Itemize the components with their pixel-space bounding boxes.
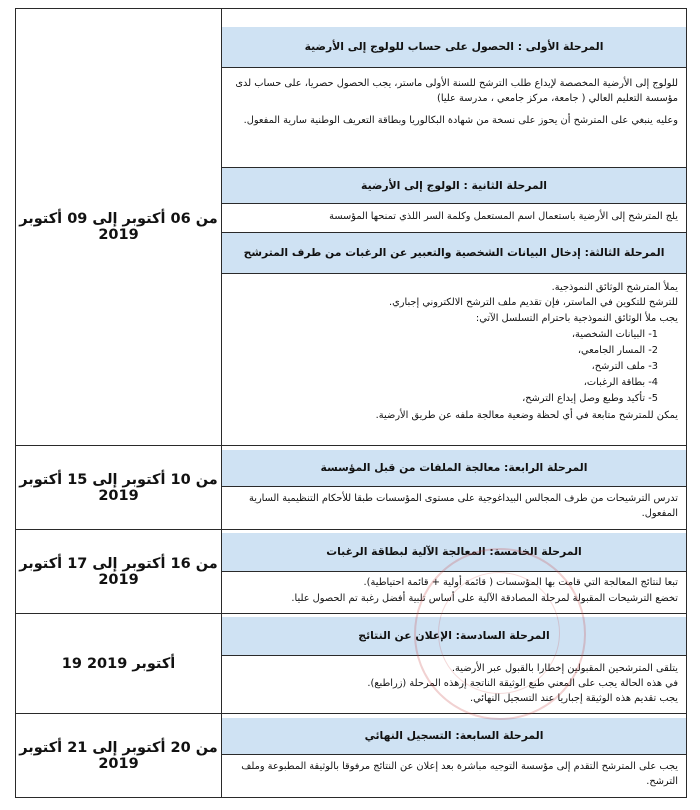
stage-2-title: المرحلة الثانية : الولوج إلى الأرضية (222, 168, 686, 204)
stage-7-title: المرحلة السابعة: التسجيل النهائي (222, 718, 686, 755)
stage-5-body (222, 572, 686, 609)
stage-3-list (228, 327, 678, 407)
list-item: 3- ملف الترشح، (591, 361, 658, 373)
list-item: 2- المسار الجامعي، (577, 344, 658, 356)
stages-cell (222, 714, 687, 798)
list-item: 1- البيانات الشخصية، (571, 328, 658, 340)
date-cell: من 06 أكتوبر إلى 09 أكتوبر 2019 (16, 9, 222, 446)
stages-cell (222, 530, 687, 614)
schedule-row-3 (16, 530, 687, 614)
date-cell: من 10 أكتوبر إلى 15 أكتوبر 2019 (16, 446, 222, 530)
stage-4-body (222, 487, 686, 525)
list-item: 5- تأكيد وطبع وصل إيداع الترشح، (522, 393, 658, 405)
stage-6-paragraph: يجب تقديم هذه الوثيقة إجباريا عند التسجيل النهائي. (469, 693, 678, 705)
date-cell: من 16 أكتوبر إلى 17 أكتوبر 2019 (16, 530, 222, 614)
stage-5-title: المرحلة الخامسة: المعالجة الآلية لبطاقة الرغبات (222, 533, 686, 572)
schedule-row-2 (16, 446, 687, 530)
stage-2-paragraph: يلج المترشح إلى الأرضية باستعمال اسم المستعمل وكلمة السر اللذي تمنحها المؤسسة (329, 211, 678, 223)
schedule-row-5 (16, 714, 687, 798)
stage-6-paragraph: يتلقى المترشحين المقبولين إخطارا بالقبول عبر الأرضية. (451, 662, 678, 674)
stage-3-body (222, 274, 686, 427)
stage-2-body (222, 204, 686, 233)
schedule-row-1 (16, 9, 687, 446)
stage-6-paragraph: في هذه الحالة يجب على المعني طبع الوثيقة الناتجة إرهذه المرحلة (زراطبع). (367, 677, 678, 689)
stage-3-title: المرحلة الثالثة: إدخال البيانات الشخصية والتعبير عن الرغبات من طرف المترشح (222, 233, 686, 274)
stages-cell (222, 614, 687, 714)
schedule-table (15, 8, 687, 798)
stage-6-title: المرحلة السادسة: الإعلان عن النتائج (222, 617, 686, 656)
date-cell: من 20 أكتوبر إلى 21 أكتوبر 2019 (16, 714, 222, 798)
stage-3-intro: للترشح للتكوين في الماستر، فإن تقديم ملف الترشح الالكتروني إجباري. (388, 297, 678, 309)
stage-3-intro: يجب ملأ الوثائق النموذجية باحترام التسلسل الآتي: (475, 312, 678, 324)
stage-1-title: المرحلة الأولى : الحصول على حساب للولوج إلى الأرضية (222, 27, 686, 68)
stage-7-body (222, 755, 686, 793)
stage-5-paragraph: تبعا لنتائج المعالجة التي قامت بها المؤسسات ( قائمة أولية + قائمة احتياطية). (363, 577, 678, 589)
stage-3-outro: يمكن للمترشح متابعة في أي لحظة وضعية معالجة ملفه عن طريق الأرضية. (375, 409, 678, 421)
stages-cell (222, 9, 687, 446)
date-cell: 19 أكتوبر 2019 (16, 614, 222, 714)
stage-1-paragraph: للولوج إلى الأرضية المخصصة لإيداع طلب الترشح للسنة الأولى ماستر، يجب الحصول حصريا، على حساب لدى مؤسسة التعليم العالي ( جامعة، مركز جامعي ، مدرسة عليا) (235, 78, 678, 105)
stage-7-paragraph: يجب على المترشح التقدم إلى مؤسسة التوجيه مباشرة بعد إعلان عن النتائج مرفوقا بالوثيقة المطبوعة وملف الترشح. (241, 760, 678, 787)
list-item: 4- بطاقة الرغبات، (583, 377, 658, 389)
stage-4-title: المرحلة الرابعة: معالجة الملفات من قبل المؤسسة (222, 450, 686, 487)
stage-6-body (222, 656, 686, 711)
stages-cell (222, 446, 687, 530)
stage-3-intro: يملأ المترشح الوثائق النموذجية. (551, 282, 678, 294)
stage-4-paragraph: تدرس الترشيحات من طرف المجالس البيداغوجية على مستوى المؤسسات طبقا للأحكام التنظيمية السارية المفعول. (248, 492, 678, 519)
stage-1-body (222, 68, 686, 168)
schedule-row-4 (16, 614, 687, 714)
stage-5-paragraph: تخضع الترشيحات المقبولة لمرحلة المصادقة الآلية على أساس تلبية أفضل رغبة تم الحصول عليا. (291, 592, 678, 604)
stage-1-paragraph: وعليه ينبغي على المترشح أن يحوز على نسخة من شهادة البكالوريا وبطاقة التعريف الوطنية سارية المفعول. (243, 114, 678, 126)
